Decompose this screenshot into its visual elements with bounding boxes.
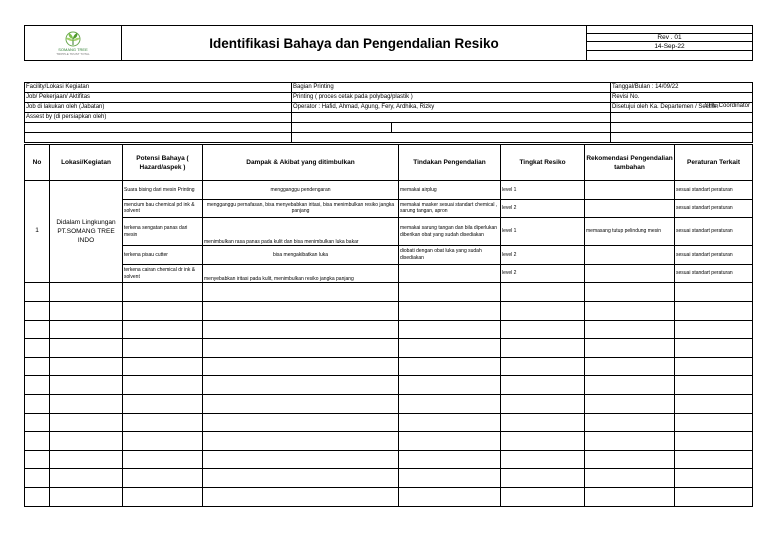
- blank-cell: [50, 301, 123, 320]
- revision-number: Rev . 01: [587, 34, 753, 42]
- blank-cell: [501, 450, 585, 469]
- blank-cell: [25, 469, 50, 488]
- blank-cell: [25, 450, 50, 469]
- tingkat-cell: level 2: [501, 246, 585, 265]
- blank-cell: [123, 450, 203, 469]
- blank-cell: [123, 301, 203, 320]
- peraturan-cell: sesuai standart peraturan: [675, 181, 753, 200]
- tanggal-value: Tanggal/Bulan : 14/09/22: [611, 83, 753, 93]
- blank-cell: [203, 357, 399, 376]
- lokasi-cell: Didalam Lingkungan PT.SOMANG TREE INDO: [50, 181, 123, 283]
- blank-cell: [585, 450, 675, 469]
- blank-cell: [50, 283, 123, 302]
- blank-cell: [587, 51, 753, 61]
- blank-cell: [501, 413, 585, 432]
- blank-cell: [501, 432, 585, 451]
- blank-cell: [50, 413, 123, 432]
- blank-cell: [203, 487, 399, 506]
- blank-cell: [501, 339, 585, 358]
- blank-cell: [25, 413, 50, 432]
- empty-table-row: [25, 283, 753, 302]
- blank-cell: [501, 394, 585, 413]
- blank-cell: [675, 339, 753, 358]
- blank-cell: [399, 469, 501, 488]
- blank-cell: [675, 376, 753, 395]
- approved-text: Disetujui oleh Ka. Departemen / Section: [612, 104, 719, 110]
- blank-cell: [203, 413, 399, 432]
- tree-logo-icon: [61, 31, 85, 47]
- blank-cell: [585, 394, 675, 413]
- blank-cell: [25, 320, 50, 339]
- tindakan-cell: diobati dengan obat luka yang sudah disediakan: [399, 246, 501, 265]
- tingkat-cell: level 2: [501, 264, 585, 283]
- blank-cell: [123, 376, 203, 395]
- blank-cell: [399, 394, 501, 413]
- peraturan-cell: sesuai standart peraturan: [675, 264, 753, 283]
- tingkat-cell: level 1: [501, 218, 585, 246]
- dampak-cell: menyebabkan iritasi pada kulit, menimbulkan resiko jangka panjang: [203, 264, 399, 283]
- blank-cell: [203, 469, 399, 488]
- document-header: [24, 25, 753, 61]
- potensi-cell: terkena cairan chemical dr ink & solvent: [123, 264, 203, 283]
- blank-cell: [25, 394, 50, 413]
- dampak-cell: menimbulkan rasa panas pada kulit dan bisa menimbulkan luka bakar: [203, 218, 399, 246]
- empty-rows: [25, 283, 753, 506]
- empty-table-row: [25, 487, 753, 506]
- dampak-cell: mengganggu pernafasan, bisa menyebabkan iritasi, bisa menimbulkan resiko jangka panjang: [203, 199, 399, 218]
- blank-cell: [611, 133, 753, 143]
- blank-cell: [25, 123, 292, 133]
- blank-cell: [675, 283, 753, 302]
- blank-cell: [123, 469, 203, 488]
- dampak-cell: bisa mengakibatkan luka: [203, 246, 399, 265]
- blank-cell: [675, 469, 753, 488]
- blank-cell: [587, 26, 753, 34]
- blank-cell: [399, 301, 501, 320]
- header-dampak: Dampak & Akibat yang ditimbulkan: [203, 145, 399, 181]
- hazard-table: [24, 144, 753, 507]
- blank-cell: [25, 283, 50, 302]
- table-row: [25, 218, 753, 246]
- blank-cell: [585, 357, 675, 376]
- blank-cell: [203, 376, 399, 395]
- rekomendasi-cell: [585, 199, 675, 218]
- blank-cell: [675, 301, 753, 320]
- potensi-cell: terkena pisau cutter: [123, 246, 203, 265]
- tindakan-cell: memakai masker sesuai standart chemical , sarung tangan, apron: [399, 199, 501, 218]
- logo-name: SOMANG TREE: [58, 46, 88, 52]
- blank-cell: [585, 320, 675, 339]
- blank-cell: [50, 376, 123, 395]
- empty-table-row: [25, 394, 753, 413]
- blank-cell: [203, 432, 399, 451]
- empty-table-row: [25, 357, 753, 376]
- peraturan-cell: sesuai standart peraturan: [675, 199, 753, 218]
- table-row: [25, 181, 753, 200]
- blank-cell: [123, 283, 203, 302]
- empty-table-row: [25, 320, 753, 339]
- job-value: Printing ( proces cetak pada polybag/plastik ): [292, 93, 611, 103]
- blank-cell: [50, 394, 123, 413]
- blank-cell: [501, 301, 585, 320]
- row-number: 1: [25, 181, 50, 283]
- blank-cell: [123, 487, 203, 506]
- blank-cell: [203, 301, 399, 320]
- blank-cell: [50, 320, 123, 339]
- header-potensi: Potensi Bahaya ( Hazard/aspek ): [123, 145, 203, 181]
- blank-cell: [203, 283, 399, 302]
- blank-cell: [501, 469, 585, 488]
- blank-cell: [501, 357, 585, 376]
- blank-cell: [399, 357, 501, 376]
- blank-cell: [675, 357, 753, 376]
- blank-cell: [292, 123, 392, 133]
- blank-cell: [675, 394, 753, 413]
- table-row: [25, 199, 753, 218]
- empty-table-row: [25, 301, 753, 320]
- blank-cell: [501, 283, 585, 302]
- blank-cell: [292, 133, 611, 143]
- blank-cell: [123, 320, 203, 339]
- table-row: [25, 246, 753, 265]
- dampak-cell: mengganggu pendengaran: [203, 181, 399, 200]
- header-peraturan: Peraturan Terkait: [675, 145, 753, 181]
- blank-cell: [203, 339, 399, 358]
- document-title: Identifikasi Bahaya dan Pengendalian Resiko: [122, 26, 587, 61]
- blank-cell: [501, 487, 585, 506]
- job-label: Job/ Pekerjaan/ Aktifitas: [25, 93, 292, 103]
- tindakan-cell: memakai sarung tangan dan bila diperlukan diberikan obat yang sudah disediakan: [399, 218, 501, 246]
- blank-cell: [392, 123, 611, 133]
- blank-cell: [675, 450, 753, 469]
- she-coordinator-label: SHE Coordinator: [704, 103, 750, 109]
- rekomendasi-cell: [585, 181, 675, 200]
- header-tingkat: Tingkat Resiko: [501, 145, 585, 181]
- blank-cell: [585, 376, 675, 395]
- empty-table-row: [25, 413, 753, 432]
- blank-cell: [50, 339, 123, 358]
- assess-label: Assest by (di persiapkan oleh): [25, 113, 292, 123]
- logo-cell: [25, 26, 122, 61]
- revisi-label: Revisi No.: [611, 93, 753, 103]
- blank-cell: [585, 283, 675, 302]
- peraturan-cell: sesuai standart peraturan: [675, 218, 753, 246]
- empty-table-row: [25, 450, 753, 469]
- blank-cell: [25, 301, 50, 320]
- blank-cell: [123, 432, 203, 451]
- blank-cell: [399, 376, 501, 395]
- tingkat-cell: level 2: [501, 199, 585, 218]
- header-lokasi: Lokasi/Kegiatan: [50, 145, 123, 181]
- blank-cell: [292, 113, 611, 123]
- empty-table-row: [25, 376, 753, 395]
- blank-cell: [203, 394, 399, 413]
- blank-cell: [50, 432, 123, 451]
- blank-cell: [50, 450, 123, 469]
- facility-label: Facility/Lokasi Kegiatan: [25, 83, 292, 93]
- blank-cell: [585, 487, 675, 506]
- table-header-row: [25, 145, 753, 181]
- blank-cell: [399, 413, 501, 432]
- blank-cell: [203, 450, 399, 469]
- blank-cell: [25, 432, 50, 451]
- rekomendasi-cell: [585, 264, 675, 283]
- blank-cell: [50, 469, 123, 488]
- header-tindakan: Tindakan Pengendalian: [399, 145, 501, 181]
- bagian-value: Bagian Printing: [292, 83, 611, 93]
- info-table: [24, 82, 753, 143]
- peraturan-cell: sesuai standart peraturan: [675, 246, 753, 265]
- blank-cell: [50, 487, 123, 506]
- potensi-cell: Suara bising dari mesin Printing: [123, 181, 203, 200]
- potensi-cell: terkena sengatan panas dari mesin: [123, 218, 203, 246]
- header-rekomendasi: Rekomendasi Pengendalian tambahan: [585, 145, 675, 181]
- blank-cell: [25, 487, 50, 506]
- done-by-label: Job di lakukan oleh (Jabatan): [25, 103, 292, 113]
- blank-cell: [675, 413, 753, 432]
- logo-tagline: TRIPPLE TRUST TOTAL: [56, 51, 90, 56]
- blank-cell: [585, 339, 675, 358]
- tindakan-cell: memakai airplug: [399, 181, 501, 200]
- blank-cell: [123, 357, 203, 376]
- blank-cell: [123, 394, 203, 413]
- blank-cell: [123, 339, 203, 358]
- empty-table-row: [25, 339, 753, 358]
- blank-cell: [585, 301, 675, 320]
- blank-cell: [585, 432, 675, 451]
- rekomendasi-cell: memasang tutup pelindung mesin: [585, 218, 675, 246]
- blank-cell: [25, 357, 50, 376]
- blank-cell: [399, 487, 501, 506]
- blank-cell: [25, 339, 50, 358]
- tingkat-cell: level 1: [501, 181, 585, 200]
- revision-date: 14-Sep-22: [587, 42, 753, 51]
- rekomendasi-cell: [585, 246, 675, 265]
- empty-table-row: [25, 469, 753, 488]
- header-no: No: [25, 145, 50, 181]
- blank-cell: [675, 320, 753, 339]
- blank-cell: [399, 283, 501, 302]
- blank-cell: [611, 123, 753, 133]
- potensi-cell: mencium bau chemical pd ink & solvent: [123, 199, 203, 218]
- blank-cell: [399, 432, 501, 451]
- tindakan-cell: [399, 264, 501, 283]
- blank-cell: [399, 320, 501, 339]
- blank-cell: [611, 113, 753, 123]
- table-row: [25, 264, 753, 283]
- blank-cell: [585, 413, 675, 432]
- blank-cell: [501, 320, 585, 339]
- empty-table-row: [25, 432, 753, 451]
- blank-cell: [399, 339, 501, 358]
- blank-cell: [50, 357, 123, 376]
- blank-cell: [501, 376, 585, 395]
- blank-cell: [25, 133, 292, 143]
- blank-cell: [675, 487, 753, 506]
- blank-cell: [25, 376, 50, 395]
- blank-cell: [399, 450, 501, 469]
- blank-cell: [675, 432, 753, 451]
- blank-cell: [203, 320, 399, 339]
- blank-cell: [585, 469, 675, 488]
- blank-cell: [123, 413, 203, 432]
- operator-value: Operator : Hafid, Ahmad, Agung, Fery, Ardhika, Rizky: [292, 103, 611, 113]
